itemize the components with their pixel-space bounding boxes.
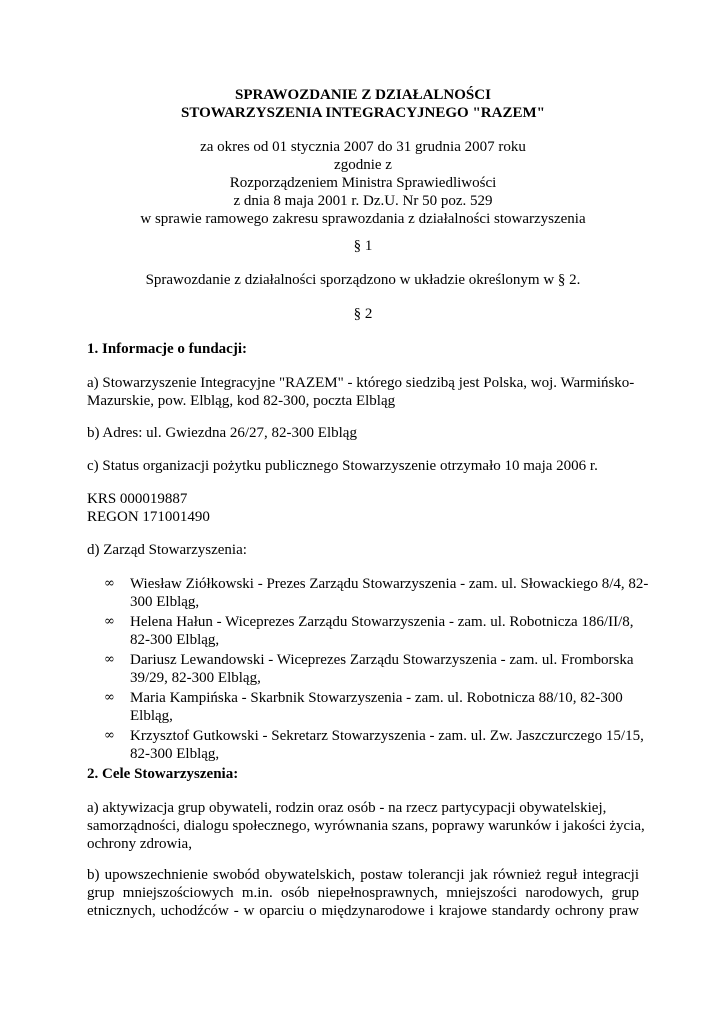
subtitle-line: z dnia 8 maja 2001 r. Dz.U. Nr 50 poz. 529 (233, 193, 493, 209)
list-item (104, 727, 644, 763)
list-item (104, 575, 649, 611)
goal-b-line: b) upowszechnienie swobód obywatelskich, postaw tolerancji jak również reguł integracji (87, 867, 639, 883)
board-member-line: 39/29, 82-300 Elbląg, (130, 670, 261, 686)
krs-number: KRS 000019887 (87, 491, 188, 507)
board-member-line: 82-300 Elbląg, (130, 746, 220, 762)
goal-a (87, 799, 645, 853)
section-2-mark: § 2 (353, 306, 373, 322)
infinity-bullet-icon: ∞ (104, 576, 115, 591)
list-item (104, 651, 644, 687)
goal-a-line: samorządności, dialogu społecznego, wyrównania szans, poprawy warunków i jakości życia, (87, 818, 645, 834)
board-member-line: Dariusz Lewandowski - Wiceprezes Zarządu Stowarzyszenia - zam. ul. Fromborska (130, 652, 634, 668)
subtitle-line: Rozporządzeniem Ministra Sprawiedliwości (229, 175, 497, 191)
document-subtitle (87, 138, 639, 228)
heading-cele: 2. Cele Stowarzyszenia: (87, 766, 239, 782)
board-member-line: 82-300 Elbląg, (130, 632, 220, 648)
board-member-line: Krzysztof Gutkowski - Sekretarz Stowarzyszenia - zam. ul. Zw. Jaszczurczego 15/15, (130, 728, 644, 744)
regon-number: REGON 171001490 (87, 509, 210, 525)
goal-a-line: a) aktywizacja grup obywateli, rodzin oraz osób - na rzecz partycypacji obywatelskiej, (87, 800, 607, 816)
info-b-address: b) Adres: ul. Gwiezdna 26/27, 82-300 Elbląg (87, 425, 357, 441)
board-member-line: Elbląg, (130, 708, 173, 724)
board-member-line: Maria Kampińska - Skarbnik Stowarzyszenia - zam. ul. Robotnicza 88/10, 82-300 (130, 690, 623, 706)
infinity-bullet-icon: ∞ (104, 652, 115, 667)
list-item (104, 689, 644, 725)
board-member-line: 300 Elbląg, (130, 594, 200, 610)
section-1-text: Sprawozdanie z działalności sporządzono w układzie określonym w § 2. (145, 272, 581, 288)
info-a-line: a) Stowarzyszenie Integracyjne "RAZEM" - którego siedzibą jest Polska, woj. Warmińsko- (87, 375, 635, 391)
infinity-bullet-icon: ∞ (104, 690, 115, 705)
info-c-status: c) Status organizacji pożytku publicznego Stowarzyszenie otrzymało 10 maja 2006 r. (87, 458, 598, 474)
board-member-line: Helena Hałun - Wiceprezes Zarządu Stowarzyszenia - zam. ul. Robotnicza 186/II/8, (130, 614, 634, 630)
heading-informacje: 1. Informacje o fundacji: (87, 341, 247, 357)
title-line-2: STOWARZYSZENIA INTEGRACYJNEGO "RAZEM" (181, 105, 545, 121)
board-member-line: Wiesław Ziółkowski - Prezes Zarządu Stowarzyszenia - zam. ul. Słowackiego 8/4, 82- (130, 576, 649, 592)
registry-numbers (87, 490, 639, 526)
goal-b-line: grup mniejszościowych m.in. osób niepełnosprawnych, mniejszości narodowych, grup (87, 885, 639, 901)
goal-b-line: etnicznych, uchodźców - w oparciu o międzynarodowe i krajowe standardy ochrony praw (87, 903, 639, 919)
document-title (87, 86, 639, 122)
subtitle-line: zgodnie z (334, 157, 392, 173)
info-a-line: Mazurskie, pow. Elbląg, kod 82-300, poczta Elbląg (87, 393, 396, 409)
infinity-bullet-icon: ∞ (104, 614, 115, 629)
infinity-bullet-icon: ∞ (104, 728, 115, 743)
section-1-mark: § 1 (353, 238, 373, 254)
subtitle-line: za okres od 01 stycznia 2007 do 31 grudnia 2007 roku (200, 139, 526, 155)
board-list (104, 575, 649, 765)
subtitle-line: w sprawie ramowego zakresu sprawozdania z działalności stowarzyszenia (140, 211, 586, 227)
goal-a-line: ochrony zdrowia, (87, 836, 192, 852)
goal-b (87, 866, 639, 920)
list-item (104, 613, 644, 649)
title-line-1: SPRAWOZDANIE Z DZIAŁALNOŚCI (235, 87, 491, 103)
info-a (87, 374, 639, 410)
info-d-board: d) Zarząd Stowarzyszenia: (87, 542, 247, 558)
